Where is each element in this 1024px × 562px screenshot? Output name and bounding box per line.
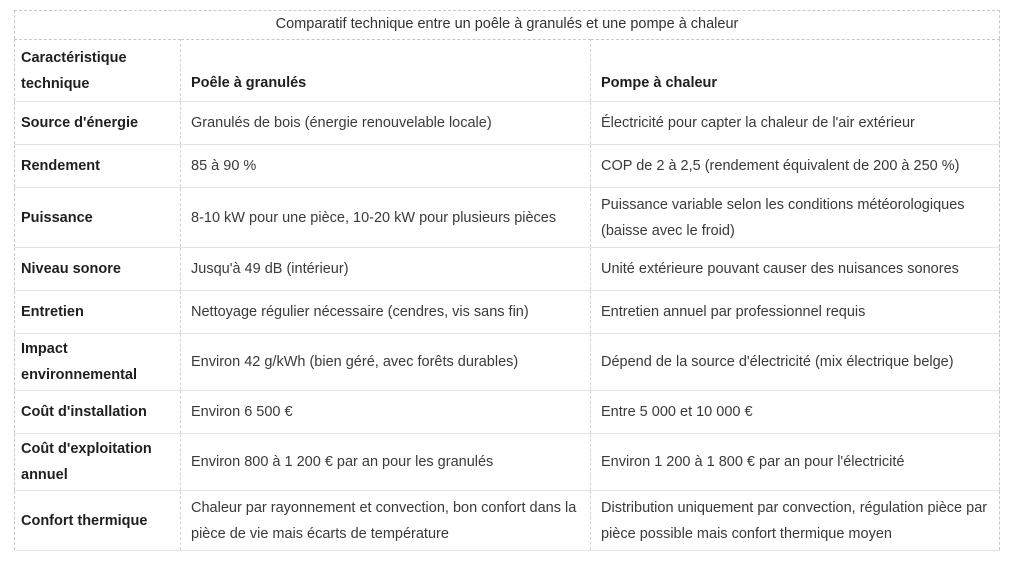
table-row <box>15 291 1000 334</box>
cell-pellet-stove: Environ 800 à 1 200 € par an pour les granulés <box>181 434 591 491</box>
row-label: Impact environnemental <box>15 334 181 391</box>
cell-heat-pump: Distribution uniquement par convection, régulation pièce par pièce possible mais confort thermique moyen <box>591 491 1000 551</box>
cell-pellet-stove: Nettoyage régulier nécessaire (cendres, vis sans fin) <box>181 291 591 334</box>
cell-heat-pump: Unité extérieure pouvant causer des nuisances sonores <box>591 248 1000 291</box>
header-characteristic: Caractéristique technique <box>15 40 181 102</box>
table-caption: Comparatif technique entre un poêle à granulés et une pompe à chaleur <box>14 10 1000 39</box>
table-row <box>15 491 1000 551</box>
row-label: Confort thermique <box>15 491 181 551</box>
row-label: Coût d'installation <box>15 391 181 434</box>
header-heat-pump: Pompe à chaleur <box>591 40 1000 102</box>
cell-heat-pump: Dépend de la source d'électricité (mix électrique belge) <box>591 334 1000 391</box>
table-row <box>15 334 1000 391</box>
table-row <box>15 188 1000 248</box>
cell-pellet-stove: Jusqu'à 49 dB (intérieur) <box>181 248 591 291</box>
cell-pellet-stove: Chaleur par rayonnement et convection, bon confort dans la pièce de vie mais écarts de température <box>181 491 591 551</box>
row-label: Rendement <box>15 145 181 188</box>
table-header-row <box>15 40 1000 102</box>
table-row <box>15 102 1000 145</box>
cell-heat-pump: Entretien annuel par professionnel requis <box>591 291 1000 334</box>
cell-heat-pump: COP de 2 à 2,5 (rendement équivalent de 200 à 250 %) <box>591 145 1000 188</box>
cell-heat-pump: Entre 5 000 et 10 000 € <box>591 391 1000 434</box>
row-label: Source d'énergie <box>15 102 181 145</box>
table-row <box>15 434 1000 491</box>
row-label: Coût d'exploitation annuel <box>15 434 181 491</box>
cell-heat-pump: Environ 1 200 à 1 800 € par an pour l'électricité <box>591 434 1000 491</box>
cell-heat-pump: Électricité pour capter la chaleur de l'air extérieur <box>591 102 1000 145</box>
table-row <box>15 391 1000 434</box>
table-row <box>15 248 1000 291</box>
row-label: Entretien <box>15 291 181 334</box>
row-label: Puissance <box>15 188 181 248</box>
cell-pellet-stove: Environ 42 g/kWh (bien géré, avec forêts durables) <box>181 334 591 391</box>
table-row <box>15 145 1000 188</box>
cell-pellet-stove: Environ 6 500 € <box>181 391 591 434</box>
row-label: Niveau sonore <box>15 248 181 291</box>
cell-pellet-stove: Granulés de bois (énergie renouvelable locale) <box>181 102 591 145</box>
cell-pellet-stove: 85 à 90 % <box>181 145 591 188</box>
cell-pellet-stove: 8-10 kW pour une pièce, 10-20 kW pour plusieurs pièces <box>181 188 591 248</box>
header-pellet-stove: Poêle à granulés <box>181 40 591 102</box>
comparison-table <box>14 10 1000 551</box>
cell-heat-pump: Puissance variable selon les conditions météorologiques (baisse avec le froid) <box>591 188 1000 248</box>
